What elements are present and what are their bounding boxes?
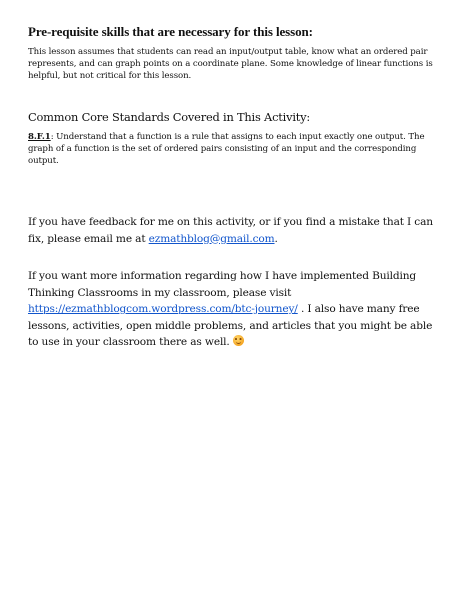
email-link[interactable]: ezmathblog@gmail.com [148,232,275,245]
more-info-section [28,268,444,351]
prereq-body: This lesson assumes that students can read an input/output table, know what an ordered pair represents, and can graph points on a coordinate plane. Some knowledge of linear functions is helpful, but not critical for this lesson. [28,47,433,81]
prereq-heading: Pre-requisite skills that are necessary for this lesson: [28,24,313,39]
smiling-face-icon [233,335,244,346]
prereq-section [28,24,444,82]
more-info-paragraph [28,268,444,351]
standard-code: 8.F.1 [28,132,51,142]
feedback-section [28,214,444,247]
feedback-paragraph [28,214,444,247]
standards-section [28,110,444,167]
feedback-end: . [274,232,278,245]
standards-heading: Common Core Standards Covered in This Activity: [28,110,311,124]
standard-text: : Understand that a function is a rule that assigns to each input exactly one output. The graph of a function is the set of ordered pairs consisting of an input and the corresponding output. [28,132,425,166]
standards-body [28,131,444,167]
btc-journey-link[interactable]: https://ezmathblogcom.wordpress.com/btc-journey/ [28,303,298,315]
feedback-text: If you have feedback for me on this activity, or if you find a mistake that I can fix, please email me at [28,216,433,245]
more-info-text-after: . I also have many free lessons, activities, open middle problems, and articles that you might be able to use in your classroom there as well. [28,303,433,348]
more-info-text: If you want more information regarding how I have implemented Building Thinking Classrooms in my classroom, please visit [28,270,417,299]
